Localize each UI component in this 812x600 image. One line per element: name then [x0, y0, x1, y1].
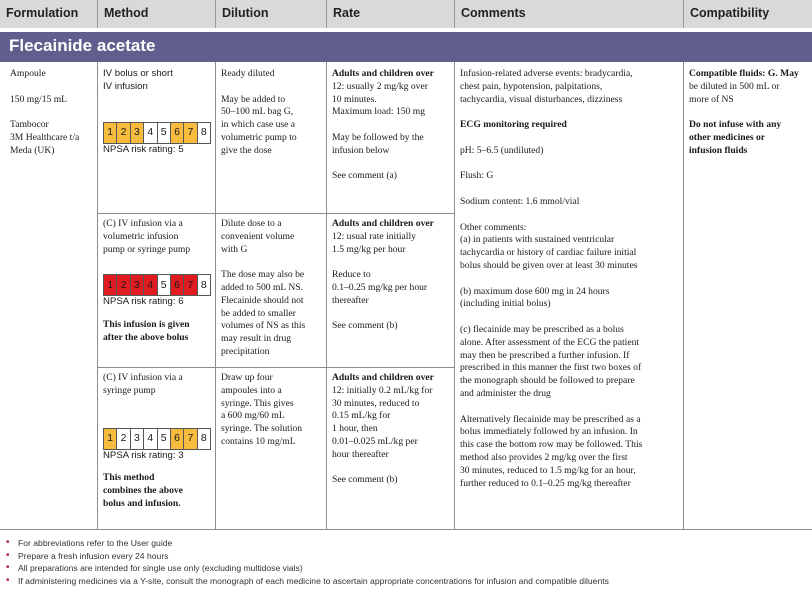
formulation-line: Meda (UK) [10, 144, 55, 156]
method-note: combines the above [103, 485, 183, 497]
comment-line: pH: 5–6.5 (undiluted) [460, 144, 544, 156]
comment-line: bolus immediately followed by an infusion. In [460, 426, 638, 438]
comment-line: tachycardia or history of cardiac failure initial [460, 247, 637, 259]
compat-line: be diluted in 500 mL or [689, 80, 780, 92]
method-line: IV bolus or short [103, 68, 173, 79]
comment-line: method also provides 2 mg/kg over the first [460, 451, 628, 463]
npsa-rating-label: NPSA risk rating: [103, 449, 176, 461]
bullet-icon: • [6, 549, 10, 561]
npsa-rating-text [103, 144, 209, 157]
npsa-box: 5 [158, 429, 171, 449]
compat-line: infusion fluids [689, 144, 748, 156]
formulation-line: Tambocor [10, 119, 49, 131]
npsa-box: 6 [171, 123, 184, 143]
bullet-icon: • [6, 537, 10, 548]
rate-line: Adults and children over [332, 218, 434, 229]
npsa-rating-text [103, 296, 209, 309]
dilution-line: The dose may also be [221, 269, 305, 281]
npsa-box: 7 [184, 429, 197, 449]
npsa-box: 5 [158, 123, 171, 143]
formulation-line: Ampoule [10, 68, 46, 79]
npsa-box: 6 [171, 275, 184, 295]
npsa-risk-scale [103, 428, 211, 450]
method-line: IV infusion [103, 80, 148, 92]
rate-line: 0.01–0.025 mL/kg per [332, 435, 418, 447]
comment-line: Flush: G [460, 170, 494, 182]
comment-line: Sodium content: 1.6 mmol/vial [460, 195, 580, 207]
npsa-risk-scale [103, 122, 211, 144]
dilution-line: a 600 mg/60 mL [221, 410, 285, 422]
npsa-rating-value: 6 [178, 296, 184, 308]
npsa-rating-value: 3 [178, 449, 184, 461]
npsa-rating-label: NPSA risk rating: [103, 143, 176, 155]
comment-line: further reduced to 0.1–0.25 mg/kg thereafter [460, 477, 631, 489]
method-cell-row3 [97, 372, 215, 511]
npsa-box: 5 [158, 275, 171, 295]
rate-line: 1.5 mg/kg per hour [332, 243, 406, 255]
bullet-icon: • [6, 562, 10, 574]
table-header [0, 0, 812, 28]
compat-line: Compatible fluids: G. May [689, 68, 799, 79]
footnote-item [6, 575, 806, 588]
dilution-line: in which case use a [221, 119, 296, 131]
rate-line: 1 hour, then [332, 423, 378, 435]
npsa-box: 1 [104, 123, 117, 143]
comment-line: Alternatively flecainide may be prescribed as a [460, 413, 641, 425]
dilution-line: Ready diluted [221, 68, 275, 79]
npsa-box: 3 [131, 275, 144, 295]
rate-line: 10 minutes. [332, 93, 377, 105]
rate-line: 12: usual rate initially [332, 230, 416, 242]
npsa-box: 4 [144, 275, 157, 295]
npsa-box: 2 [117, 429, 130, 449]
rate-line: infusion below [332, 144, 390, 156]
method-note: This method [103, 472, 155, 484]
footnote-text: For abbreviations refer to the User guide [18, 538, 173, 548]
col-header-formulation: Formulation [6, 6, 79, 20]
method-note: bolus and infusion. [103, 497, 181, 509]
dilution-line: volumes of NS as this [221, 320, 306, 332]
method-line: (C) IV infusion via a [103, 218, 183, 229]
comment-line: (a) in patients with sustained ventricular [460, 234, 615, 246]
rate-line: Maximum load: 150 mg [332, 106, 426, 118]
npsa-risk-scale [103, 274, 211, 296]
dilution-line: syringe. The solution [221, 423, 303, 435]
npsa-box: 7 [184, 275, 197, 295]
dilution-line: with G [221, 243, 248, 255]
npsa-box: 6 [171, 429, 184, 449]
comments-cell [454, 68, 683, 490]
divider [97, 213, 454, 214]
npsa-box: 3 [131, 123, 144, 143]
col-header-compatibility: Compatibility [683, 0, 812, 28]
npsa-box: 8 [198, 275, 210, 295]
footnote-text: If administering medicines via a Y-site, consult the monograph of each medicine to ascertain appropriate concentrations for infusion and compatible diluents [18, 576, 609, 587]
method-line: pump or syringe pump [103, 243, 191, 255]
method-line: volumetric infusion [103, 230, 179, 242]
npsa-rating-value: 5 [178, 143, 184, 155]
compat-line: more of NS [689, 93, 734, 105]
footnote-text: Prepare a fresh infusion every 24 hours [18, 550, 169, 561]
comment-line: 30 minutes, reduced to 1.5 mg/kg for an hour, [460, 464, 636, 476]
dilution-line: give the dose [221, 144, 272, 156]
dilution-line: volumetric pump to [221, 131, 297, 143]
dilution-line: syringe. This gives [221, 397, 294, 409]
formulation-line: 150 mg/15 mL [10, 93, 68, 105]
npsa-rating-label: NPSA risk rating: [103, 296, 176, 308]
comment-line: and administer the drug [460, 387, 551, 399]
rate-line: 12: usually 2 mg/kg over [332, 80, 428, 92]
compat-line: Do not infuse with any [689, 119, 782, 131]
rate-line: thereafter [332, 294, 369, 306]
comment-line: Infusion-related adverse events: bradycardia, [460, 68, 633, 79]
rate-cell-row1 [326, 68, 454, 183]
divider [0, 529, 812, 530]
col-header-comments: Comments [454, 0, 683, 28]
npsa-box: 4 [144, 123, 157, 143]
rate-line: 30 minutes, reduced to [332, 397, 420, 409]
dilution-line: Dilute dose to a [221, 218, 282, 229]
rate-line: hour thereafter [332, 448, 389, 460]
rate-line: Adults and children over [332, 68, 434, 79]
rate-line: 12: initially 0.2 mL/kg for [332, 384, 433, 396]
comment-line: Other comments: [460, 221, 527, 233]
footnote-item [6, 537, 806, 550]
drug-title: Flecainide acetate [0, 32, 812, 62]
bullet-icon: • [6, 575, 10, 587]
col-header-rate: Rate [326, 0, 454, 28]
compatibility-cell [683, 68, 812, 158]
footnote-item [6, 562, 806, 575]
dilution-line: may result in drug [221, 333, 292, 345]
npsa-box: 1 [104, 275, 117, 295]
rate-line: 0.15 mL/kg for [332, 410, 391, 422]
formulation-line: 3M Healthcare t/a [10, 131, 80, 143]
rate-line: 0.1–0.25 mg/kg per hour [332, 281, 428, 293]
method-cell-row2 [97, 218, 215, 345]
monograph-table [0, 62, 812, 530]
rate-line: May be followed by the [332, 131, 424, 143]
npsa-box: 1 [104, 429, 117, 449]
comment-line: bolus should be given over at least 30 minutes [460, 259, 638, 271]
dilution-cell-row1 [215, 68, 326, 158]
comment-line: tachycardia, visual disturbances, dizziness [460, 93, 623, 105]
comment-line: may then be prescribed a further infusion. If [460, 349, 630, 361]
comment-line: (c) flecainide may be prescribed as a bolus [460, 323, 624, 335]
rate-line: Adults and children over [332, 372, 434, 383]
dilution-line: 50–100 mL bag G, [221, 106, 294, 118]
footnote-item [6, 550, 806, 563]
npsa-box: 2 [117, 275, 130, 295]
dilution-cell-row3 [215, 372, 326, 449]
rate-line: See comment (b) [332, 320, 398, 332]
rate-line: See comment (b) [332, 474, 398, 486]
method-line: (C) IV infusion via a [103, 372, 183, 383]
npsa-box: 8 [198, 429, 210, 449]
formulation-cell [4, 68, 97, 158]
dilution-line: Draw up four [221, 372, 273, 383]
method-cell-row1 [97, 68, 215, 156]
compat-line: other medicines or [689, 131, 766, 143]
rate-cell-row3 [326, 372, 454, 487]
rate-line: Reduce to [332, 269, 371, 281]
method-note: after the above bolus [103, 331, 189, 343]
npsa-box: 2 [117, 123, 130, 143]
col-header-method: Method [97, 0, 215, 28]
rate-cell-row2 [326, 218, 454, 333]
method-note: This infusion is given [103, 319, 190, 331]
col-header-dilution: Dilution [215, 0, 326, 28]
comment-line: (b) maximum dose 600 mg in 24 hours [460, 285, 610, 297]
npsa-box: 8 [198, 123, 210, 143]
dilution-line: precipitation [221, 345, 270, 357]
divider [97, 367, 454, 368]
dilution-line: added to 500 mL NS. [221, 281, 303, 293]
comment-line: ECG monitoring required [460, 119, 567, 131]
dilution-line: ampoules into a [221, 384, 282, 396]
dilution-line: Flecainide should not [221, 294, 304, 306]
comment-line: the monograph should be followed to prepare [460, 375, 635, 387]
method-line: syringe pump [103, 384, 156, 396]
comment-line: alone. After assessment of the ECG the patient [460, 336, 640, 348]
dilution-line: convenient volume [221, 230, 295, 242]
comment-line: prescribed in this manner the first two boxes of [460, 362, 642, 374]
rate-line: See comment (a) [332, 170, 397, 182]
footnotes [6, 537, 806, 588]
npsa-box: 7 [184, 123, 197, 143]
dilution-line: May be added to [221, 93, 286, 105]
comment-line: chest pain, hypotension, palpitations, [460, 80, 603, 92]
npsa-box: 4 [144, 429, 157, 449]
comment-line: this case the bottom row may be followed. This [460, 439, 643, 451]
comment-line: (including initial bolus) [460, 298, 551, 310]
dilution-line: contains 10 mg/mL [221, 435, 296, 447]
footnote-text: All preparations are intended for single use only (excluding multidose vials) [18, 563, 303, 574]
dilution-cell-row2 [215, 218, 326, 359]
npsa-rating-text [103, 450, 209, 463]
dilution-line: be added to smaller [221, 307, 296, 319]
npsa-box: 3 [131, 429, 144, 449]
